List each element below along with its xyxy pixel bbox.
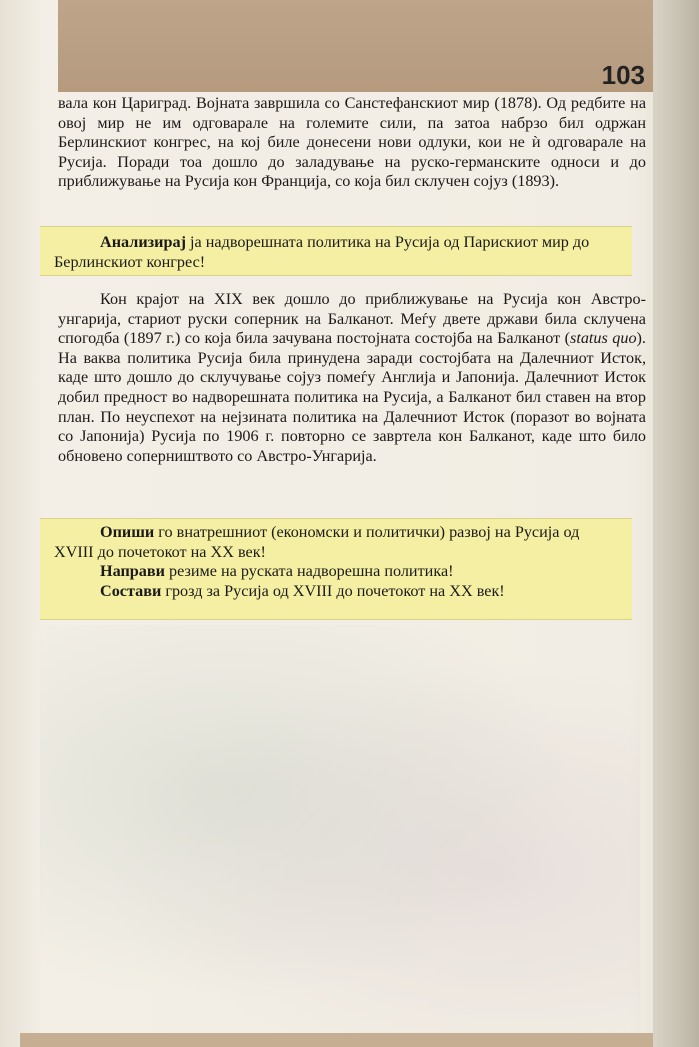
task-keyword-bold: Состави	[100, 581, 162, 600]
task-text: ја надворешната политика на Русија од Парискиот мир до Берлинскиот конгрес!	[54, 233, 590, 271]
task-text: грозд за Русија од XVIII до почетокот на XX век!	[161, 581, 505, 600]
task-keyword-bold: Опиши	[100, 523, 155, 541]
task-text: го внатрешниот (економски и политички) развој на Русија од XVIII до почетокот на XX век!	[54, 523, 580, 561]
task-item	[54, 582, 622, 602]
paragraph-2-after: ). На ваква политика Русија била принудена заради состојбата на Далечниот Исток, каде што дошло до склучување сојуз помеѓу Англија и Јапонија. Далечниот Исток добил предност во надворешната политика на Русија, а Балканот бил ставен на втор план. По неуспехот на нејзината политика на Далечниот Исток (поразот во војната со Јапонија) Русија по 1906 г. повторно се завртела кон Балканот, каде што било обновено соперништвото со Австро-Унгарија.	[58, 329, 646, 465]
bleed-through-area	[40, 625, 640, 1035]
task-keyword	[54, 233, 186, 251]
task-box-analyze	[40, 226, 632, 276]
task-item	[54, 562, 622, 582]
paragraph-2-before: Кон крајот на XIX век дошло до приближување на Русија кон Австро-унгарија, стариот руски соперник на Балканот. Меѓу двете држави била склучена спогодба (1897 г.) со која била зачувана постојната состојба на Балканот (	[58, 290, 646, 348]
book-spine-shadow	[653, 0, 699, 1047]
task-text: резиме на руската надворешна политика!	[164, 562, 454, 581]
page-footer-band	[20, 1033, 653, 1047]
task-keyword-bold: Анализирај	[100, 233, 186, 251]
task-item	[54, 523, 622, 562]
page-number: 103	[601, 60, 645, 90]
task-box-exercises	[40, 518, 632, 620]
task-keyword-bold: Направи	[100, 562, 165, 581]
page-header-band	[58, 0, 653, 92]
paragraph-1: вала кон Цариград. Војната завршила со Санстефанскиот мир (1878). Од редбите на овој мир не им одговарале на големите сили, па затоа набрзо бил одржан Берлинскиот конгрес, на кој биле донесени нови одлуки, кои не ѝ одговарале на Русија. Поради тоа дошло до заладување на руско-германските односи и до приближување на Русија кон Франција, со која бил склучен сојуз (1893).	[58, 94, 646, 191]
paragraph-2-italic: status quo	[570, 329, 637, 348]
paragraph-2	[58, 290, 646, 466]
